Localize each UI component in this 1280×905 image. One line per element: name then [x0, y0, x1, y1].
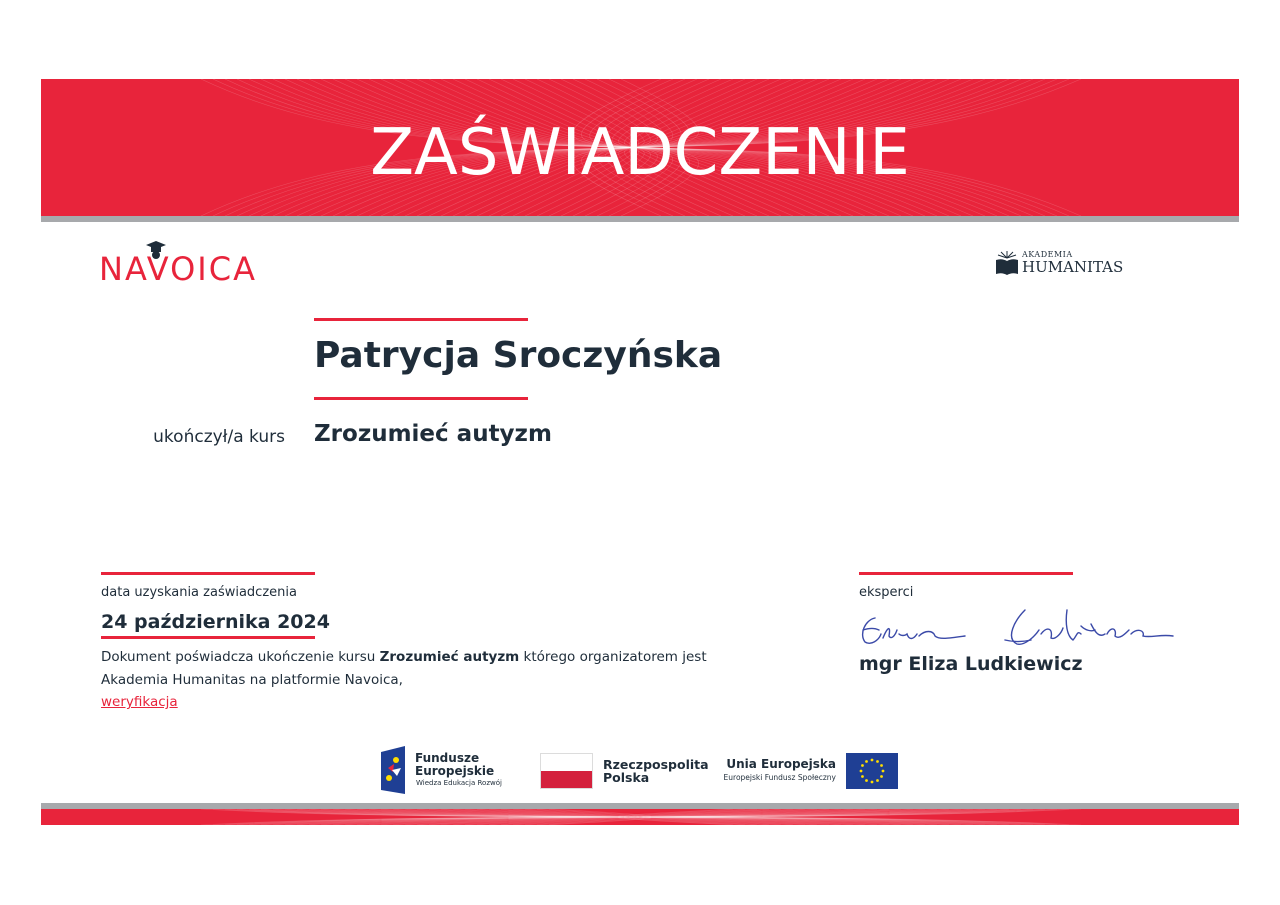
- footer-red-band: [41, 809, 1239, 825]
- date-bottom-rule: [101, 636, 315, 639]
- name-top-rule: [314, 318, 528, 321]
- pl-line1: Rzeczpospolita: [603, 757, 709, 772]
- eu-star-icon: [865, 779, 868, 782]
- header-grey-band: [41, 216, 1239, 222]
- expert-signature: [855, 600, 1185, 655]
- eu-star-icon: [860, 770, 863, 773]
- eu-flag-icon: [846, 753, 898, 789]
- fe-subtitle: Wiedza Edukacja Rozwój: [416, 779, 502, 787]
- organizer-wordmark: HUMANITAS: [1022, 258, 1124, 276]
- description-prefix: Dokument poświadcza ukończenie kursu: [101, 649, 380, 665]
- fundusze-europejskie-icon: [381, 746, 407, 794]
- completed-course-label: ukończył/a kurs: [153, 427, 285, 447]
- eu-star-icon: [871, 759, 874, 762]
- akademia-humanitas-logo: [995, 247, 1125, 279]
- verification-link[interactable]: weryfikacja: [101, 694, 178, 710]
- experts-top-rule: [859, 572, 1073, 575]
- eu-subtitle: Europejski Fundusz Społeczny: [723, 773, 836, 782]
- eu-star-icon: [880, 775, 883, 778]
- eu-star-icon: [861, 775, 864, 778]
- eu-star-icon: [880, 764, 883, 767]
- fundusze-europejskie-logo: [381, 746, 521, 794]
- unia-europejska-logo: [722, 753, 900, 789]
- fe-title-line1: Fundusze: [415, 751, 480, 765]
- name-bottom-rule: [314, 397, 528, 400]
- certificate-description: [101, 646, 741, 714]
- navoica-wordmark: NAVOICA: [99, 250, 257, 288]
- description-suffix: którego organizatorem jest Akademia Humanitas na platformie Navoica,: [101, 649, 707, 688]
- eu-star-icon: [876, 760, 879, 763]
- fe-title-line2: Europejskie: [415, 764, 495, 778]
- certificate-title: ZAŚWIADCZENIE: [370, 115, 910, 190]
- fe-title: [415, 752, 494, 778]
- open-book-icon: [995, 249, 1019, 275]
- expert-name: mgr Eliza Ludkiewicz: [859, 653, 1083, 675]
- date-top-rule: [101, 572, 315, 575]
- eu-title: Unia Europejska: [726, 757, 836, 771]
- recipient-name: Patrycja Sroczyńska: [314, 335, 723, 376]
- polish-flag-icon: [540, 753, 593, 789]
- eu-star-icon: [861, 764, 864, 767]
- pl-text: [603, 758, 709, 784]
- description-course-name: Zrozumieć autyzm: [379, 649, 520, 665]
- experts-label: eksperci: [859, 585, 914, 600]
- course-name: Zrozumieć autyzm: [314, 421, 552, 447]
- eu-star-icon: [865, 760, 868, 763]
- eu-star-icon: [871, 781, 874, 784]
- pl-line2: Polska: [603, 770, 650, 785]
- header-banner: [41, 79, 1239, 216]
- issue-date-label: data uzyskania zaświadczenia: [101, 585, 297, 600]
- organizer-wordmark-small: AKADEMIA: [1022, 250, 1073, 259]
- eu-star-icon: [876, 779, 879, 782]
- footer-pattern: [41, 809, 1239, 825]
- navoica-logo: [99, 240, 259, 288]
- issue-date-value: 24 października 2024: [101, 611, 330, 633]
- rzeczpospolita-polska-logo: [540, 753, 709, 789]
- eu-star-icon: [882, 770, 885, 773]
